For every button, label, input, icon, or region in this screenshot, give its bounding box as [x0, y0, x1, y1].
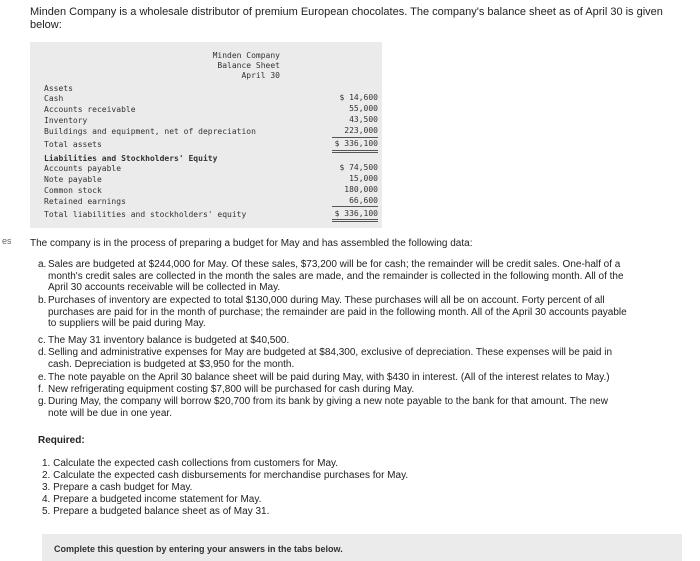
item-line: note will be due in one year. [48, 407, 172, 419]
total-assets-amount: $ 336,100 [334, 139, 378, 148]
data-item-d [38, 347, 678, 370]
total-liabilities-equity-amount: $ 336,100 [334, 209, 378, 218]
item-letter: a. [38, 259, 47, 270]
required-item: 5. Prepare a budgeted balance sheet as of May 31. [42, 506, 270, 517]
data-item-e [38, 372, 678, 384]
sheet-title: Balance Sheet [217, 61, 280, 70]
item-letter: g. [38, 396, 47, 407]
total-assets-label: Total assets [44, 140, 102, 149]
common-stock-amount: 180,000 [344, 185, 378, 194]
item-letter: c. [38, 335, 46, 346]
cash-label: Cash [44, 94, 64, 103]
item-line: During May, the company will borrow $20,700 from its bank by giving a new note payable to the bank for that amount. The new [48, 396, 608, 407]
retained-earnings-amount: 66,600 [349, 196, 378, 205]
sheet-company-name: Minden Company [212, 51, 280, 60]
item-line: Sales are budgeted at $244,000 for May. Of these sales, $73,200 will be for cash; the remainder will be credit sales. One-half of a [48, 259, 621, 270]
buildings-equipment-amount: 223,000 [344, 126, 378, 135]
item-line: The May 31 inventory balance is budgeted at $40,500. [48, 335, 290, 346]
side-fragment-text: es [2, 236, 12, 246]
item-letter: d. [38, 347, 47, 358]
instruction-text: Complete this question by entering your answers in the tabs below. [54, 544, 343, 554]
data-item-f [38, 384, 678, 396]
liabilities-equity-heading: Liabilities and Stockholders' Equity [44, 154, 218, 163]
item-letter: e. [38, 372, 47, 383]
item-letter: f. [38, 384, 44, 395]
accounts-payable-label: Accounts payable [44, 164, 122, 173]
balance-sheet [30, 42, 382, 228]
sheet-date: April 30 [241, 71, 280, 80]
required-item: 4. Prepare a budgeted income statement for May. [42, 494, 262, 505]
data-item-a [38, 259, 678, 294]
note-payable-amount: 15,000 [349, 174, 378, 183]
item-line: The note payable on the April 30 balance sheet will be paid during May, with $430 in interest. (All of the interest relates to May.) [48, 372, 610, 383]
required-heading: Required: [38, 435, 85, 446]
inventory-amount: 43,500 [349, 115, 378, 124]
subtotal-rule [332, 206, 378, 207]
assets-heading: Assets [44, 84, 73, 93]
retained-earnings-label: Retained earnings [44, 197, 126, 206]
note-payable-label: Note payable [44, 175, 102, 184]
cash-amount: $ 14,600 [339, 93, 378, 102]
common-stock-label: Common stock [44, 186, 102, 195]
item-line: month's credit sales are collected in the month the sales are made, and the remainder is collected in the following month. All of the [48, 270, 624, 282]
accounts-receivable-amount: 55,000 [349, 104, 378, 113]
instruction-banner [42, 534, 682, 561]
required-item: 2. Calculate the expected cash disbursements for merchandise purchases for May. [42, 470, 409, 481]
subtotal-rule [332, 137, 378, 138]
required-item: 3. Prepare a cash budget for May. [42, 482, 193, 493]
accounts-payable-amount: $ 74,500 [339, 163, 378, 172]
total-rule [332, 219, 378, 222]
problem-intro: Minden Company is a wholesale distributor of premium European chocolates. The company's balance sheet as of April 30 is given below: [30, 6, 663, 31]
buildings-equipment-label: Buildings and equipment, net of depreciation [44, 127, 256, 136]
item-line: cash. Depreciation is budgeted at $3,950 for the month. [48, 358, 295, 370]
accounts-receivable-label: Accounts receivable [44, 105, 136, 114]
total-liabilities-equity-label: Total liabilities and stockholders' equity [44, 210, 247, 219]
item-letter: b. [38, 295, 47, 306]
item-line: purchases are paid for in the month of purchase; the remainder are paid in the following month. All of the April 30 accounts payable [48, 306, 627, 318]
item-line: Purchases of inventory are expected to total $130,000 during May. These purchases will all be on account. Forty percent of all [48, 295, 605, 306]
item-line: Selling and administrative expenses for May are budgeted at $84,300, exclusive of depreciation. These expenses will be paid in [48, 347, 613, 358]
item-line: April 30 accounts receivable will be collected in May. [48, 282, 281, 293]
required-item: 1. Calculate the expected cash collections from customers for May. [42, 458, 339, 469]
data-item-b [38, 295, 678, 330]
inventory-label: Inventory [44, 116, 88, 125]
item-line: New refrigerating equipment costing $7,800 will be purchased for cash during May. [48, 384, 415, 395]
data-item-g [38, 396, 678, 419]
item-line: to suppliers will be paid during May. [48, 318, 206, 329]
data-item-c [38, 335, 678, 347]
total-rule [332, 150, 378, 153]
budget-intro: The company is in the process of preparing a budget for May and has assembled the following data: [30, 238, 473, 249]
